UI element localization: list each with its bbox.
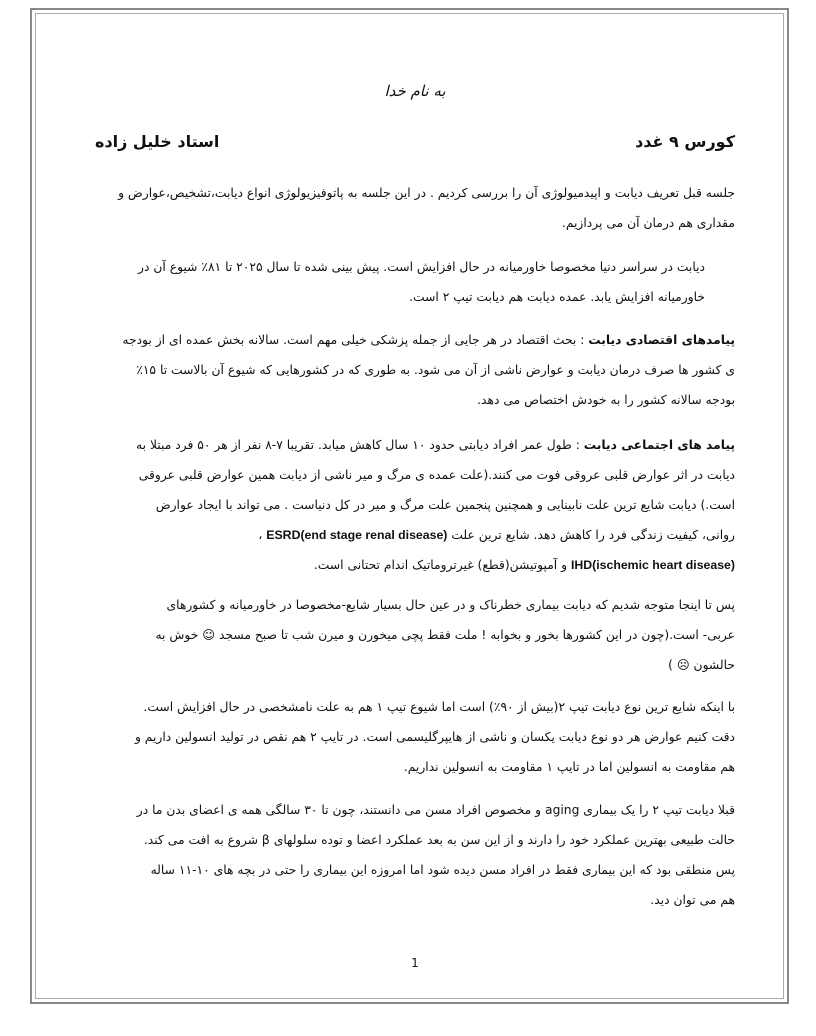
paragraph-aging <box>95 795 735 915</box>
paragraph-summary <box>95 590 735 680</box>
paragraph-line: عربی- است.(چون در این کشورها بخور و بخوابه ! ملت فقط پچی میخورن و میرن شب تا صبح مسجد ☺ خوش به <box>155 628 735 642</box>
teacher-name: استاد خلیل زاده <box>95 132 220 151</box>
paragraph-line: دیابت در اثر عوارض قلبی عروقی فوت می کنند.(علت عمده ی مرگ و میر ناشی از دیابت همین عوارض قلبی عروقی <box>138 468 735 482</box>
paragraph-line: دقت کنیم عوارض هر دو نوع دیابت یکسان و ناشی از هایپرگلیسمی است. در تایپ ۲ هم نقص در تولید انسولین داریم و <box>134 730 735 744</box>
course-title: کورس ۹ غدد <box>635 132 735 151</box>
paragraph-text: روانی، کیفیت زندگی فرد را کاهش دهد. شایع ترین علت <box>451 528 735 542</box>
ihd-term: IHD(ischemic heart disease) <box>570 558 735 572</box>
paragraph-line <box>95 430 735 460</box>
paragraph-intro <box>95 178 735 238</box>
paragraph-economic <box>95 325 735 415</box>
paragraph-text: و آمپوتیشن(قطع) غیرتروماتیک اندام تحتانی است. <box>313 558 568 572</box>
paragraph-line: حالشون ☹ ) <box>668 658 735 672</box>
paragraph-line: قبلا دیابت تیپ ۲ را یک بیماری aging و مخصوص افراد مسن می دانستند، چون تا ۳۰ سالگی همه ی اعضای بدن ما در <box>136 803 735 817</box>
paragraph-line: هم می توان دید. <box>650 893 735 907</box>
paragraph-line: روانی، کیفیت زندگی فرد را کاهش دهد. شایع ترین علت ESRD(end stage renal disease) ، <box>258 528 735 542</box>
section-heading-social: پیامد های اجتماعی دیابت <box>583 438 735 452</box>
paragraph-line: پس تا اینجا متوجه شدیم که دیابت بیماری خطرناک و در عین حال بسیار شایع-مخصوصا در خاورمیانه و کشورهای <box>166 598 735 612</box>
paragraph-line: خاورمیانه افزایش یابد. عمده دیابت هم دیابت تیپ ۲ است. <box>409 290 705 304</box>
section-heading-economic: پیامدهای اقتصادی دیابت <box>588 333 735 347</box>
page-number: 1 <box>411 956 419 970</box>
paragraph-text: : طول عمر افراد دیابتی حدود ۱۰ سال کاهش میابد. تقریبا ۷-۸ نفر از هر ۵۰ فرد مبتلا به <box>136 438 584 452</box>
paragraph-line: است.) دیابت شایع ترین علت نابینایی و همچنین پنجمین علت مرگ و میر در کل دنیاست . می تواند با ایجاد عوارض <box>155 498 735 512</box>
paragraph-line <box>95 550 735 580</box>
paragraph-line: پس منطقی بود که این بیماری فقط در افراد مسن دیده شود اما امروزه این بیماری را حتی در بچه های ۱۰-۱۱ ساله <box>150 863 735 877</box>
paragraph-line: حالت طبیعی بهترین عملکرد خود را دارند و از این سن به بعد عملکرد اعضا و توده سلولهای β شروع به افت می کند. <box>143 833 735 847</box>
paragraph-line: بودجه سالانه کشور را به خودش اختصاص می دهد. <box>477 393 735 407</box>
paragraph-line: جلسه قبل تعریف دیابت و اپیدمیولوژی آن را بررسی کردیم . در این جلسه به پاتوفیزیولوژی انواع دیابت،تشخیص،عوارض و <box>118 186 735 200</box>
title-row <box>95 132 735 156</box>
paragraph-line: مقداری هم درمان آن می پردازیم. <box>561 216 735 230</box>
paragraph-types <box>95 692 735 782</box>
paragraph-prevalence <box>95 252 705 312</box>
paragraph-text: : بحث اقتصاد در هر جایی از جمله پزشکی خیلی مهم است. سالانه بخش عمده ای از بودجه <box>122 333 589 347</box>
paragraph-line: با اینکه شایع ترین نوع دیابت تیپ ۲(بیش از ۹۰٪) است اما شیوع تیپ ۱ هم به علت نامشخصی در حال افزایش است. <box>143 700 735 714</box>
basmala: به نام خدا <box>384 82 446 100</box>
paragraph-line: هم مقاومت به انسولین اما در تایپ ۱ مقاومت به انسولین نداریم. <box>403 760 735 774</box>
paragraph-line <box>95 325 735 355</box>
paragraph-line: دیابت در سراسر دنیا مخصوصا خاورمیانه در حال افزایش است. پیش بینی شده تا سال ۲۰۲۵ تا ۸۱٪ شیوع آن در <box>138 260 705 274</box>
paragraph-social <box>95 430 735 580</box>
esrd-term: ESRD(end stage renal disease) <box>266 528 448 542</box>
paragraph-line: ی کشور ها صرف درمان دیابت و عوارض ناشی از آن می شود. به طوری که در کشورهایی که شیوع آن بالاست تا ۱۵٪ <box>136 363 735 377</box>
